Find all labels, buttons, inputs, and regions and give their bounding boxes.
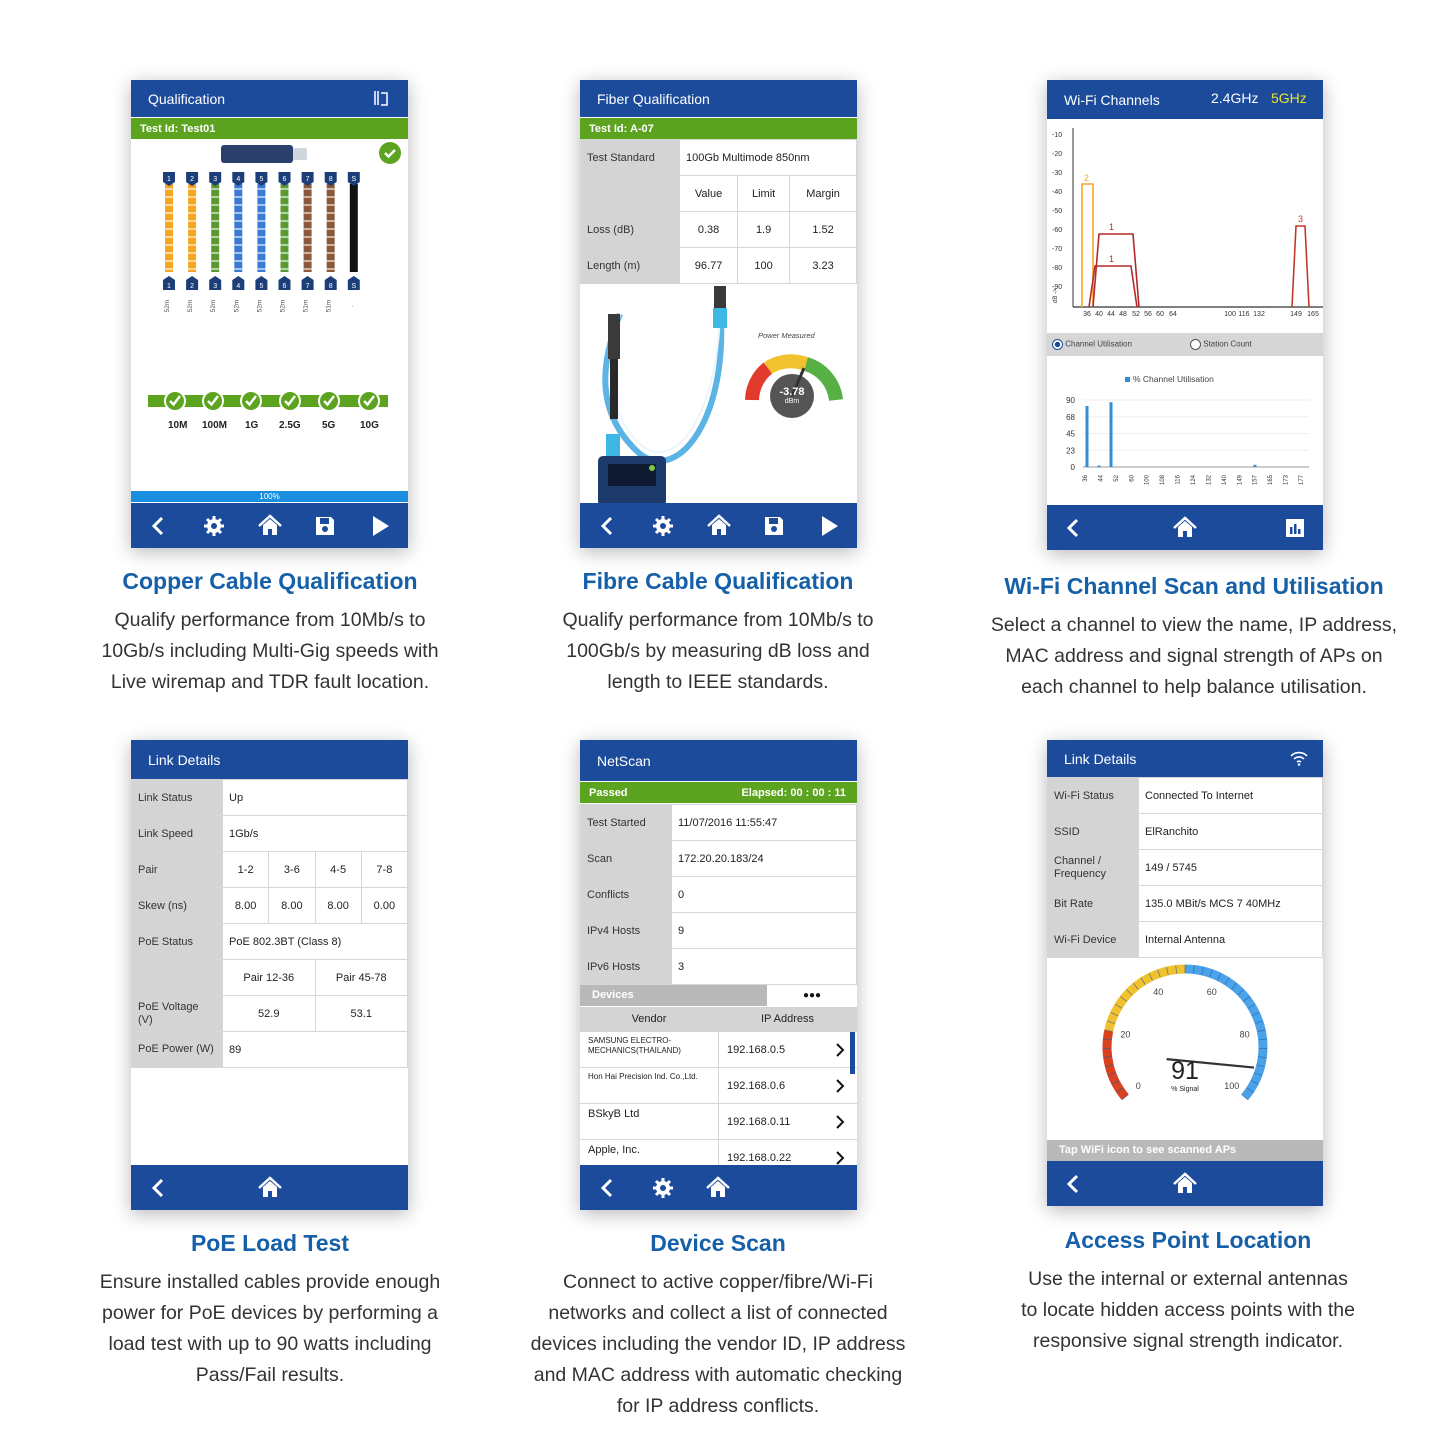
- gear-icon[interactable]: [650, 513, 676, 539]
- copper-header: [131, 80, 408, 117]
- pin-bottom-label: S: [351, 283, 357, 290]
- gauge-tick: 0: [1135, 1081, 1141, 1092]
- ap-header-title: Link Details: [1064, 750, 1137, 767]
- speed-labels: [131, 420, 408, 434]
- netscan-caption: [478, 1230, 958, 1422]
- bar-chart-icon[interactable]: [1282, 515, 1308, 541]
- util-x-tick: 44: [1098, 475, 1105, 482]
- link-status-value: Up: [223, 780, 408, 816]
- fiber-results-table: [580, 139, 857, 284]
- ap-title: Access Point Location: [1064, 1227, 1312, 1253]
- home-icon[interactable]: [705, 1175, 731, 1201]
- netscan-summary-table: [580, 804, 857, 985]
- progress-bar: [131, 491, 408, 502]
- fiber-footer: [580, 503, 857, 548]
- pin-top-label: 4: [236, 176, 241, 183]
- util-x-tick: 173: [1283, 475, 1290, 486]
- back-icon[interactable]: [595, 1175, 621, 1201]
- netscan-footer: [580, 1165, 857, 1210]
- pin-top-label: 7: [305, 176, 310, 183]
- device-ip: 192.168.0.11: [727, 1116, 791, 1128]
- signal-gauge: [1047, 955, 1323, 1145]
- tap-hint: Tap WiFi icon to see scanned APs: [1059, 1144, 1237, 1156]
- wire-length-label: 52m: [279, 299, 287, 313]
- fiber-caption: [488, 568, 948, 698]
- y-tick: -10: [1052, 132, 1063, 139]
- wire-length-label: 52m: [256, 299, 264, 313]
- signal-value: 91: [1171, 1057, 1199, 1085]
- util-y-tick: 68: [1066, 412, 1075, 422]
- gauge-yellow-band: [1109, 969, 1185, 1031]
- table-row: Loss (dB) 0.38 1.9 1.52: [581, 212, 857, 248]
- device-vendor: Hon Hai Precision Ind. Co.,Ltd.: [588, 1072, 698, 1081]
- util-bar: [1098, 466, 1101, 467]
- network-2-label: 2: [1084, 173, 1090, 183]
- pin-top-label: 6: [282, 176, 287, 183]
- link-speed-value: 1Gb/s: [223, 816, 408, 852]
- x-tick: 44: [1107, 311, 1115, 318]
- wire-length-label: 51m: [325, 299, 333, 313]
- wifi-footer: [1047, 505, 1323, 550]
- gauge-tick: 100: [1224, 1081, 1240, 1092]
- util-x-tick: 52: [1113, 475, 1120, 482]
- y-unit-label: dB ->: [1053, 288, 1059, 303]
- wifi-title: Wi-Fi Channel Scan and Utilisation: [1004, 573, 1384, 599]
- table-row: Conflicts 0: [581, 877, 857, 913]
- wifi-description: Select a channel to view the name, IP address, MAC address and signal strength of APs on each channel to help balance utilisation.: [990, 614, 1398, 698]
- list-item[interactable]: [580, 1140, 857, 1165]
- home-icon[interactable]: [1172, 515, 1198, 541]
- view-toggle-bar: [1047, 333, 1323, 356]
- ap-screen: [1047, 740, 1323, 1206]
- export-icon[interactable]: [372, 89, 390, 110]
- power-measured-label: Power Measured: [758, 331, 815, 340]
- network-3-label: 3: [1298, 214, 1304, 224]
- util-x-tick: 124: [1191, 475, 1197, 486]
- table-row: SSID ElRanchito: [1048, 814, 1323, 850]
- x-tick: 132: [1253, 311, 1265, 318]
- col-vendor[interactable]: Vendor: [631, 1013, 667, 1025]
- gauge-red-band: [1107, 1031, 1125, 1097]
- wire-length-label: ·: [348, 304, 356, 308]
- power-gauge: [744, 350, 844, 420]
- network-1b-label: 1: [1109, 254, 1115, 264]
- chevron-right-icon[interactable]: [835, 1078, 845, 1099]
- table-row: IPv4 Hosts 9: [581, 913, 857, 949]
- gear-icon[interactable]: [201, 513, 227, 539]
- radio-channel-utilisation[interactable]: Channel Utilisation: [1052, 339, 1132, 350]
- x-tick: 149: [1290, 311, 1302, 318]
- copper-test-id: Test Id: Test01: [140, 122, 216, 135]
- pin-bottom-label: 6: [282, 283, 287, 290]
- progress-label: 100%: [259, 492, 280, 501]
- table-row: Scan 172.20.20.183/24: [581, 841, 857, 877]
- wiremap: [131, 168, 408, 338]
- wifi-caption: [955, 573, 1433, 703]
- copper-caption: [40, 568, 500, 698]
- speed-label-10g: 10G: [360, 420, 379, 431]
- wifi-screen: [1047, 80, 1323, 550]
- pin-bottom-label: 1: [167, 283, 171, 290]
- y-tick: -60: [1052, 227, 1063, 234]
- util-x-tick: 116: [1175, 475, 1182, 485]
- util-bar: [1110, 402, 1113, 467]
- list-item[interactable]: [580, 1104, 857, 1140]
- list-item[interactable]: [580, 1032, 857, 1068]
- back-icon[interactable]: [1061, 515, 1087, 541]
- passed-label: Passed: [589, 786, 628, 799]
- wire-length-label: 52m: [210, 299, 218, 313]
- gauge-tick: 20: [1120, 1029, 1131, 1040]
- table-row: IPv6 Hosts 3: [581, 949, 857, 985]
- y-tick: -30: [1052, 170, 1063, 177]
- wire-length-label: 52m: [233, 299, 241, 313]
- util-x-tick: 36: [1083, 475, 1089, 482]
- fiber-header-title: Fiber Qualification: [597, 90, 710, 107]
- table-row: Wi-Fi Device Internal Antenna: [1048, 922, 1323, 958]
- legend-label: % Channel Utilisation: [1133, 374, 1214, 384]
- util-x-tick: 108: [1160, 475, 1167, 486]
- pin-top-label: 2: [190, 176, 195, 183]
- netscan-header-title: NetScan: [597, 752, 651, 769]
- back-icon[interactable]: [1061, 1171, 1087, 1197]
- copper-screen: [131, 80, 408, 548]
- wire-9: [350, 184, 358, 272]
- device-ip: 192.168.0.22: [727, 1152, 792, 1164]
- devices-label: Devices: [592, 989, 634, 1001]
- poe-power-value: 89: [223, 1032, 408, 1068]
- network-3-trace: [1292, 226, 1309, 307]
- util-x-tick: 157: [1252, 475, 1259, 486]
- poe-table: Link Status Up Link Speed 1Gb/s Pair 1-2 3-6 4-5 7-8 Skew (ns) 8.00 8.00 8.00 0.00 PoE Status PoE 802.3BT (Class 8) Pair 12-36 Pair 45-78 PoE Voltage (V) 52.9 53.1 PoE Power (W) 89: [131, 779, 408, 1068]
- pin-top-label: 8: [328, 176, 333, 183]
- gear-icon[interactable]: [650, 1175, 676, 1201]
- pin-bottom-label: 4: [236, 283, 241, 290]
- wire-length-label: 52m: [187, 299, 195, 313]
- table-row: Bit Rate 135.0 MBit/s MCS 7 40MHz: [1048, 886, 1323, 922]
- y-tick: -40: [1052, 189, 1063, 196]
- netscan-header: [580, 740, 857, 781]
- elapsed-time: Elapsed: 00 : 00 : 11: [741, 786, 846, 799]
- more-options-button[interactable]: ●●●: [767, 985, 857, 1006]
- x-tick: 100: [1224, 311, 1236, 318]
- ap-caption: [958, 1227, 1418, 1357]
- wifi-icon[interactable]: [1289, 749, 1309, 770]
- list-item[interactable]: [580, 1068, 857, 1104]
- copper-title: Copper Cable Qualification: [122, 568, 418, 594]
- save-icon[interactable]: [761, 513, 787, 539]
- y-tick: -80: [1052, 265, 1063, 272]
- poe-header-title: Link Details: [148, 751, 221, 768]
- table-row: Test Started 11/07/2016 11:55:47: [581, 805, 857, 841]
- pin-top-label: 5: [259, 176, 264, 183]
- wire-length-label: 51m: [302, 299, 310, 313]
- util-x-tick: 140: [1221, 475, 1228, 486]
- copper-header-title: Qualification: [148, 90, 226, 107]
- speed-label-1g: 1G: [245, 420, 259, 431]
- col-value: Value: [680, 176, 738, 212]
- device-vendor: Apple, Inc.: [588, 1144, 640, 1156]
- device-vendor: SAMSUNG ELECTRO-MECHANICS(THAILAND): [588, 1036, 681, 1055]
- netscan-status-bar: [580, 782, 857, 803]
- speed-label-2-5g: 2.5G: [279, 420, 301, 431]
- pin-top-label: 3: [213, 176, 218, 183]
- pin-bottom-label: 7: [305, 283, 310, 290]
- util-y-tick: 23: [1066, 446, 1075, 456]
- back-icon[interactable]: [595, 513, 621, 539]
- band-5-tab[interactable]: 5GHz: [1271, 90, 1307, 106]
- pin-bottom-label: 2: [190, 283, 195, 290]
- ap-link-table: [1047, 777, 1323, 958]
- table-row: Length (m) 96.77 100 3.23: [581, 248, 857, 284]
- home-icon[interactable]: [257, 513, 283, 539]
- netscan-title: Device Scan: [650, 1230, 786, 1256]
- netscan-description: Connect to active copper/fibre/Wi-Fi networks and collect a list of connected devices including the vendor ID, IP address and MAC address with automatic checking for IP address conflicts.: [530, 1271, 906, 1417]
- ap-header: [1047, 740, 1323, 777]
- col-margin: Margin: [790, 176, 857, 212]
- x-tick: 40: [1095, 311, 1103, 318]
- play-icon[interactable]: [367, 513, 393, 539]
- play-icon[interactable]: [816, 513, 842, 539]
- poe-description: Ensure installed cables provide enough power for PoE devices by performing a load test with up to 90 watts including Pass/Fail results.: [99, 1271, 441, 1386]
- wifi-header-title: Wi-Fi Channels: [1064, 91, 1160, 108]
- devices-column-header: [580, 1007, 857, 1032]
- gauge-tick: 80: [1239, 1029, 1250, 1040]
- home-icon[interactable]: [257, 1175, 283, 1201]
- util-bar: [1086, 406, 1089, 467]
- util-x-tick: 132: [1206, 475, 1213, 486]
- col-limit: Limit: [738, 176, 790, 212]
- x-tick: 52: [1132, 311, 1140, 318]
- y-tick: -50: [1052, 208, 1063, 215]
- x-tick: 116: [1238, 311, 1250, 318]
- tap-hint-bar: [1047, 1140, 1323, 1161]
- x-tick: 56: [1144, 311, 1152, 318]
- util-x-tick: 149: [1237, 475, 1244, 486]
- device-list: [580, 1032, 857, 1165]
- util-x-tick: 100: [1144, 475, 1151, 486]
- wifi-spectrum-chart: [1047, 124, 1323, 329]
- gauge-tick: 60: [1206, 987, 1217, 998]
- wifi-header: [1047, 80, 1323, 119]
- wire-length-label: 52m: [164, 299, 171, 313]
- x-tick: 48: [1119, 311, 1127, 318]
- fiber-title: Fibre Cable Qualification: [582, 568, 854, 594]
- device-ip: 192.168.0.6: [727, 1080, 786, 1092]
- home-icon[interactable]: [706, 513, 732, 539]
- poe-status-value: PoE 802.3BT (Class 8): [223, 924, 408, 960]
- utilisation-chart: [1047, 365, 1323, 505]
- y-tick: -90: [1052, 284, 1063, 291]
- pin-bottom-label: 3: [213, 283, 218, 290]
- scrollbar[interactable]: [850, 1032, 855, 1074]
- util-y-tick: 0: [1070, 463, 1075, 472]
- util-x-tick: 177: [1299, 475, 1305, 486]
- device-vendor: BSkyB Ltd: [588, 1108, 640, 1120]
- x-tick: 64: [1169, 311, 1177, 318]
- util-bar: [1254, 465, 1257, 467]
- fiber-test-id-bar: [580, 118, 857, 139]
- fiber-screen: [580, 80, 857, 548]
- legend-swatch: [1125, 377, 1130, 382]
- copper-test-id-bar: [131, 118, 408, 139]
- chevron-right-icon[interactable]: [835, 1042, 845, 1063]
- back-icon[interactable]: [146, 1175, 172, 1201]
- speed-label-5g: 5G: [322, 420, 336, 431]
- table-row: Wi-Fi Status Connected To Internet: [1048, 778, 1323, 814]
- device-ip: 192.168.0.5: [727, 1044, 786, 1056]
- signal-label: % Signal: [1171, 1086, 1199, 1093]
- speed-label-100m: 100M: [202, 420, 228, 431]
- std-value: 100Gb Multimode 850nm: [680, 140, 857, 176]
- std-label: Test Standard: [581, 140, 680, 176]
- signal-readout: [1157, 1057, 1213, 1093]
- util-y-tick: 90: [1066, 396, 1075, 405]
- chevron-right-icon[interactable]: [835, 1114, 845, 1135]
- x-tick: 165: [1307, 311, 1319, 318]
- chevron-right-icon[interactable]: [835, 1150, 845, 1165]
- y-tick: -20: [1052, 151, 1063, 158]
- copper-description: Qualify performance from 10Mb/s to 10Gb/s including Multi-Gig speeds with Live wiremap and TDR fault location.: [101, 609, 439, 693]
- pin-top-label: S: [351, 176, 357, 183]
- x-tick: 36: [1083, 311, 1091, 318]
- poe-header: [131, 740, 408, 779]
- pass-check-icon: [379, 142, 401, 164]
- x-tick: 60: [1156, 311, 1164, 318]
- fiber-header: [580, 80, 857, 117]
- power-value: -3.78 dBm: [779, 386, 805, 405]
- speed-label-10m: 10M: [168, 420, 188, 431]
- pin-top-label: 1: [167, 176, 171, 183]
- radio-station-count[interactable]: Station Count: [1190, 339, 1252, 350]
- util-x-tick: 60: [1129, 475, 1136, 482]
- poe-title: PoE Load Test: [190, 1230, 350, 1256]
- band-24-tab[interactable]: 2.4GHz: [1211, 90, 1259, 106]
- fiber-description: Qualify performance from 10Mb/s to 100Gb/s by measuring dB loss and length to IEEE standards.: [562, 609, 874, 693]
- devices-bar: [580, 985, 857, 1006]
- netscan-screen: [580, 740, 857, 1210]
- table-row: Channel / Frequency 149 / 5745: [1048, 850, 1323, 886]
- util-y-tick: 45: [1066, 429, 1075, 439]
- gauge-tick: 40: [1153, 987, 1164, 998]
- pin-bottom-label: 8: [328, 283, 333, 290]
- util-x-tick: 165: [1268, 475, 1275, 486]
- tester-device-icon: [221, 145, 293, 163]
- pin-bottom-label: 5: [259, 283, 264, 290]
- ap-description: Use the internal or external antennas to locate hidden access points with the responsive signal strength indicator.: [1021, 1268, 1355, 1352]
- copper-footer: [131, 503, 408, 548]
- y-tick: -70: [1052, 246, 1063, 253]
- poe-screen: [131, 740, 408, 1210]
- fiber-test-id: Test Id: A-07: [589, 122, 654, 135]
- back-icon[interactable]: [146, 513, 172, 539]
- ap-footer: [1047, 1161, 1323, 1206]
- poe-caption: [40, 1230, 500, 1391]
- home-icon[interactable]: [1172, 1171, 1198, 1197]
- save-icon[interactable]: [312, 513, 338, 539]
- poe-footer: [131, 1165, 408, 1210]
- network-1-label: 1: [1109, 222, 1115, 232]
- col-ip-address[interactable]: IP Address: [761, 1013, 814, 1025]
